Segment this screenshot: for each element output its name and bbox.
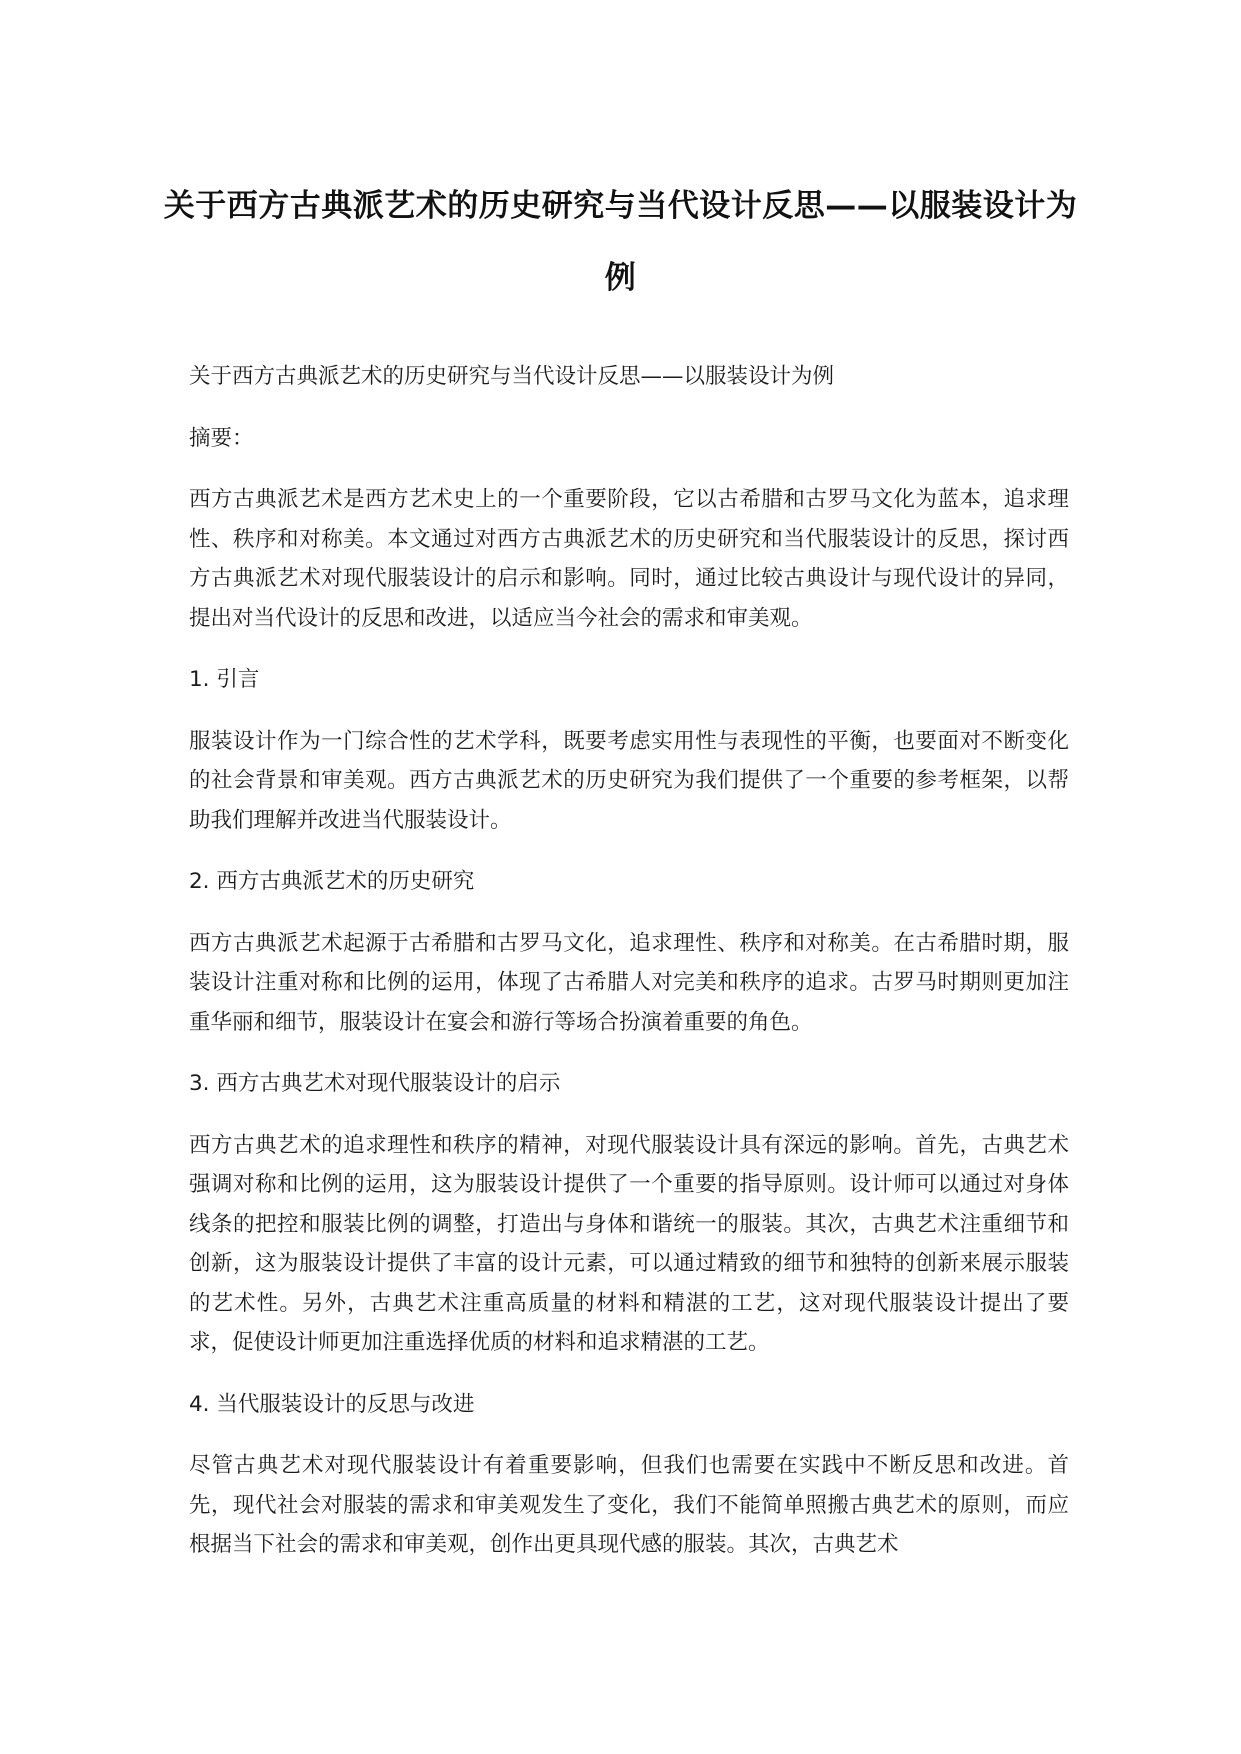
section-heading-history: 2. 西方古典派艺术的历史研究	[189, 869, 475, 894]
section-text-history: 西方古典派艺术起源于古希腊和古罗马文化，追求理性、秩序和对称美。在古希腊时期，服装设计注重对称和比例的运用，体现了古希腊人对完美和秩序的追求。古罗马时期则更加注重华丽和细节，服装设计在宴会和游行等场合扮演着重要的角色。	[189, 930, 1069, 1035]
section-heading-introduction: 1. 引言	[189, 667, 260, 692]
section-text-inspiration: 西方古典艺术的追求理性和秩序的精神，对现代服装设计具有深远的影响。首先，古典艺术强调对称和比例的运用，这为服装设计提供了一个重要的指导原则。设计师可以通过对身体线条的把控和服装比例的调整，打造出与身体和谐统一的服装。其次，古典艺术注重细节和创新，这为服装设计提供了丰富的设计元素，可以通过精致的细节和独特的创新来展示服装的艺术性。另外，古典艺术注重高质量的材料和精湛的工艺，这对现代服装设计提出了要求，促使设计师更加注重选择优质的材料和追求精湛的工艺。	[189, 1132, 1069, 1355]
section-text-introduction: 服装设计作为一门综合性的艺术学科，既要考虑实用性与表现性的平衡，也要面对不断变化的社会背景和审美观。西方古典派艺术的历史研究为我们提供了一个重要的参考框架，以帮助我们理解并改进当代服装设计。	[189, 728, 1069, 833]
section-heading-reflection: 4. 当代服装设计的反思与改进	[189, 1391, 475, 1417]
document-body	[189, 357, 1069, 1587]
abstract-text: 西方古典派艺术是西方艺术史上的一个重要阶段，它以古希腊和古罗马文化为蓝本，追求理性、秩序和对称美。本文通过对西方古典派艺术的历史研究和当代服装设计的反思，探讨西方古典派艺术对现代服装设计的启示和影响。同时，通过比较古典设计与现代设计的异同，提出对当代设计的反思和改进，以适应当今社会的需求和审美观。	[189, 487, 1069, 631]
document-title: 关于西方古典派艺术的历史研究与当代设计反思——以服装设计为例	[163, 188, 1078, 296]
document-subtitle: 关于西方古典派艺术的历史研究与当代设计反思——以服装设计为例	[189, 364, 835, 389]
section-heading-inspiration: 3. 西方古典艺术对现代服装设计的启示	[189, 1071, 561, 1096]
section-text-reflection: 尽管古典艺术对现代服装设计有着重要影响，但我们也需要在实践中不断反思和改进。首先，现代社会对服装的需求和审美观发生了变化，我们不能简单照搬古典艺术的原则，而应根据当下社会的需求和审美观，创作出更具现代感的服装。其次，古典艺术	[189, 1453, 1069, 1557]
abstract-label: 摘要：	[189, 425, 254, 451]
